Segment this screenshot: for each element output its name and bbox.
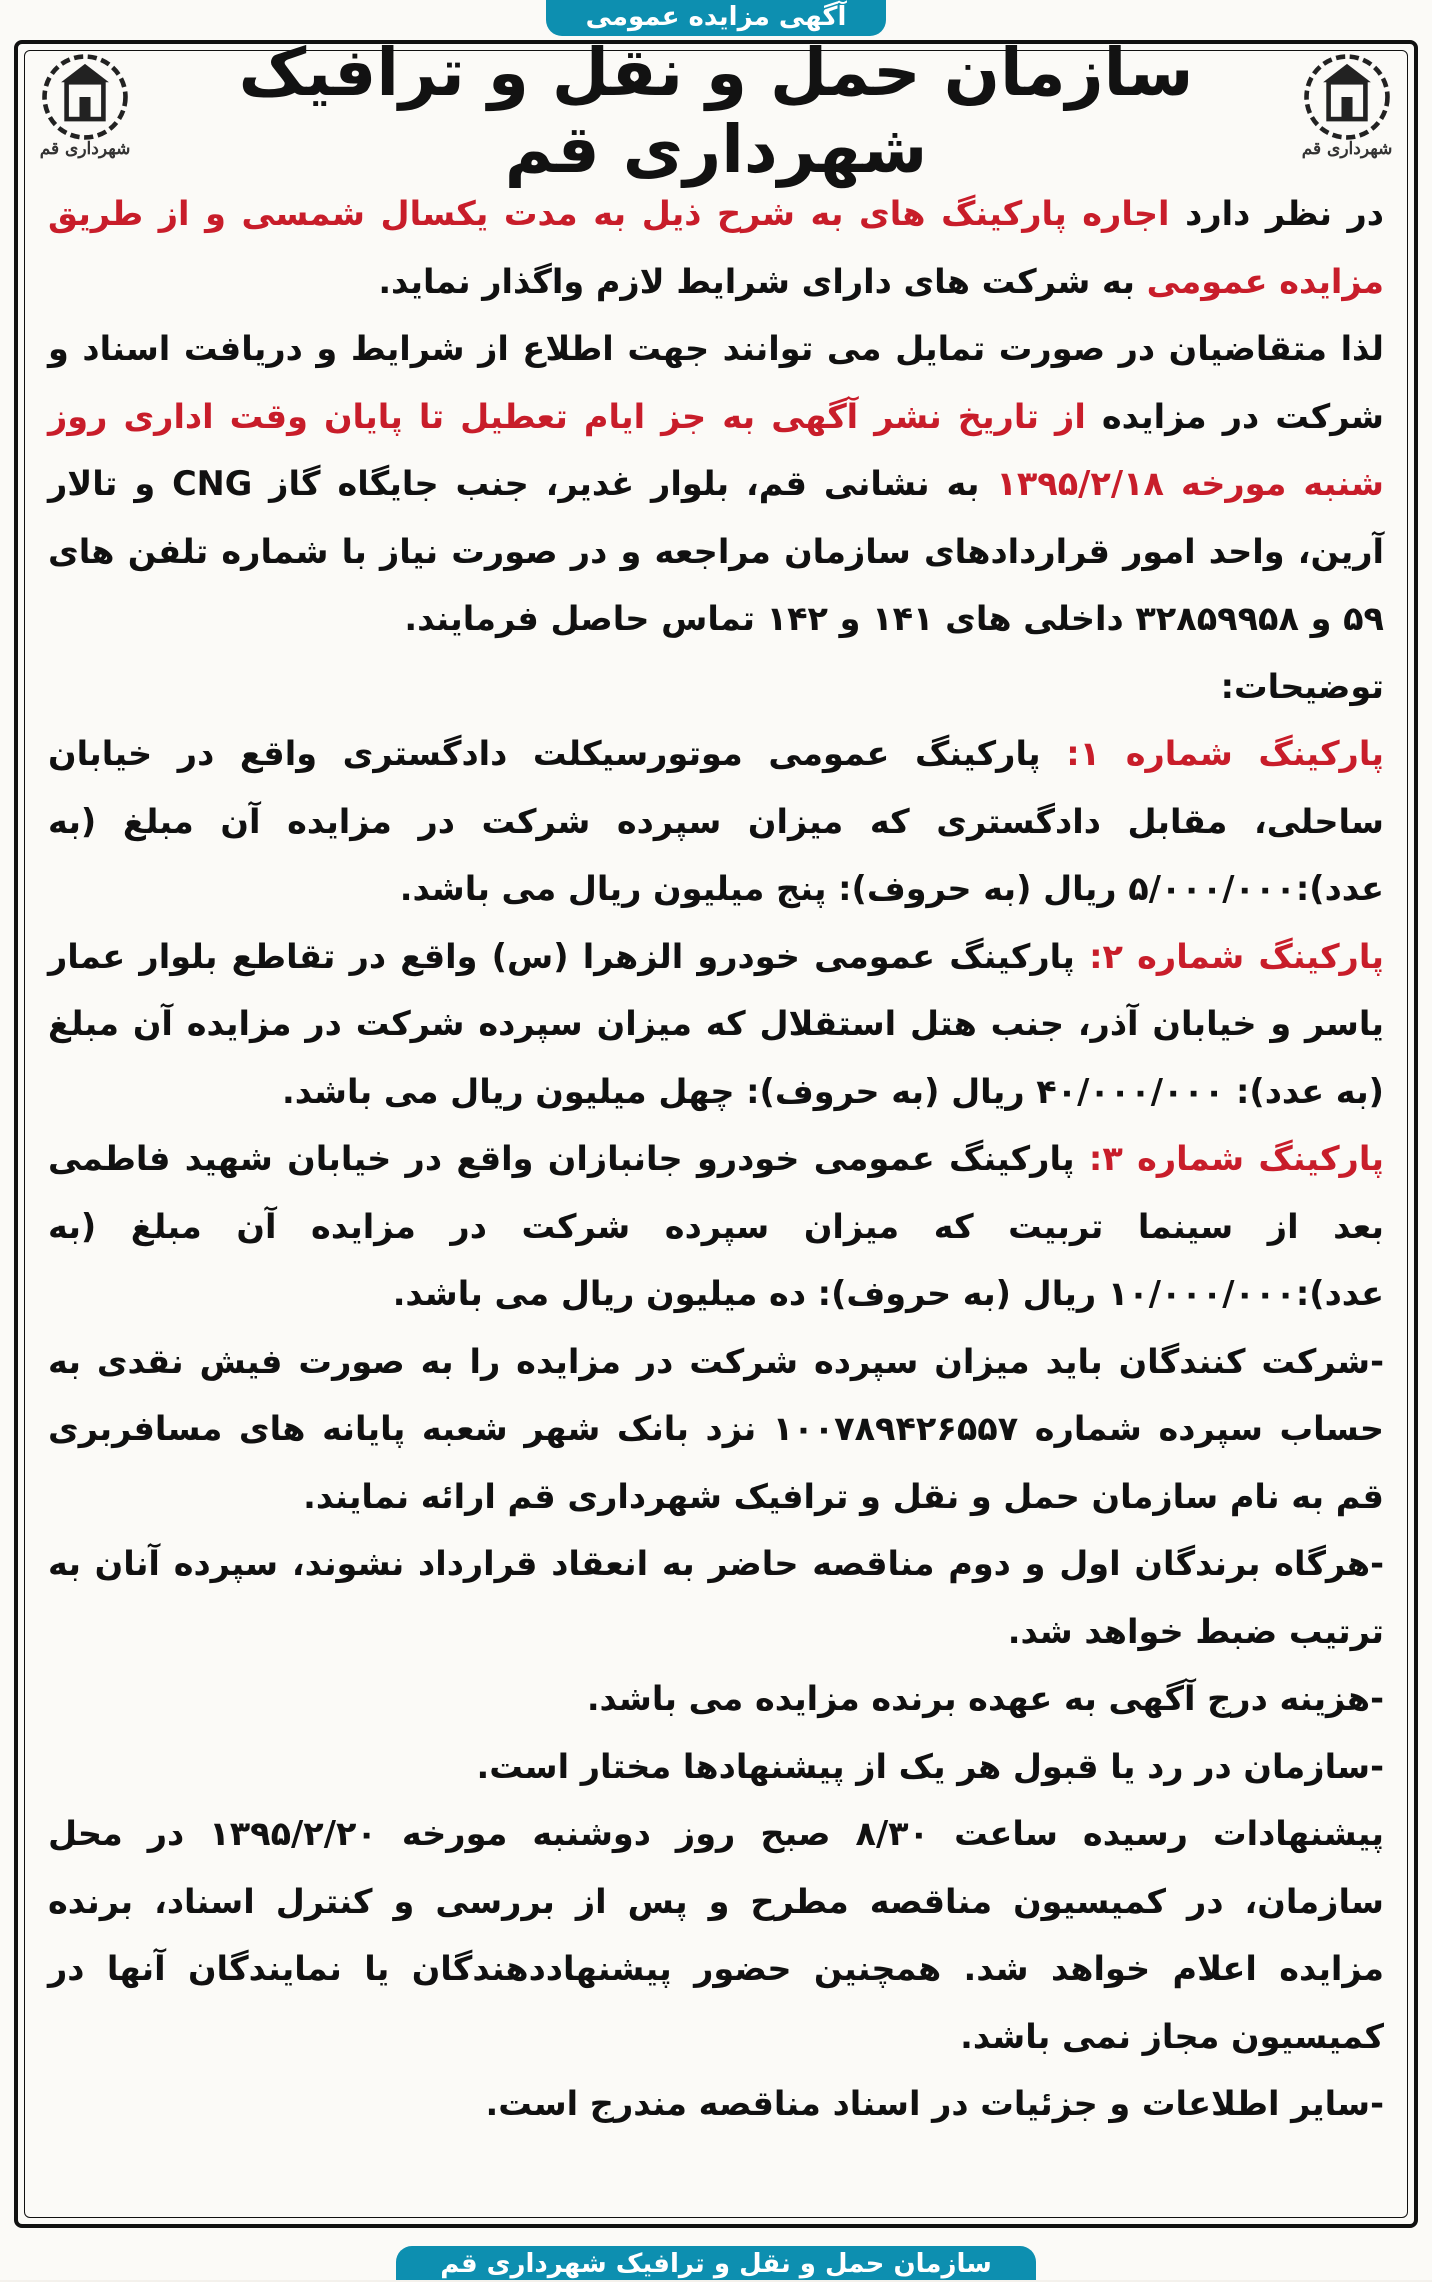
header [30, 34, 1402, 188]
parking-label: پارکینگ شماره ۲: [1089, 936, 1385, 976]
bottom-banner [0, 2230, 1432, 2280]
condition-item: -سازمان در رد یا قبول هر یک از پیشنهادها مختار است. [476, 1746, 1384, 1786]
intro-highlight: اجاره پارکینگ های به شرح ذیل به مدت یکسال شمسی و از طریق مزایده عمومی [48, 194, 1384, 301]
condition-item: -سایر اطلاعات و جزئیات در اسناد مناقصه مندرج است. [485, 2084, 1384, 2123]
notes-heading: توضیحات: [1220, 666, 1384, 706]
parking-description: پارکینگ عمومی موتورسیکلت دادگستری واقع در خیابان ساحلی، مقابل دادگستری که میزان سپرده شرکت در مزایده آن مبلغ (به عدد):۵/۰۰۰/۰۰۰ ریال (به حروف): پنج میلیون ریال می باشد. [48, 734, 1384, 908]
parking-description: پارکینگ عمومی خودرو جانبازان واقع در خیابان شهید فاطمی بعد از سینما تربیت که میزان سپرده شرکت در مزایده آن مبلغ (به عدد):۱۰/۰۰۰/۰۰۰ ریال (به حروف): ده میلیون ریال می باشد. [48, 1139, 1384, 1313]
parking-item [48, 1125, 1384, 1328]
bottom-banner-label: سازمان حمل و نقل و ترافیک شهرداری قم [396, 2246, 1036, 2280]
condition-item: -هرگاه برندگان اول و دوم مناقصه حاضر به انعقاد قرارداد نشوند، سپرده آنان به ترتیب ضبط خواهد شد. [48, 1544, 1384, 1651]
top-banner-label: آگهی مزایده عمومی [546, 0, 887, 36]
parking-description: پارکینگ عمومی خودرو الزهرا (س) واقع در تقاطع بلوار عمار یاسر و خیابان آذر، جنب هتل استقلال که میزان سپرده شرکت در مزایده آن مبلغ (به عدد): ۴۰/۰۰۰/۰۰۰ ریال (به حروف): چهل میلیون ریال می باشد. [48, 936, 1384, 1111]
intro-text: به نشانی قم، بلوار غدیر، جنب جایگاه گاز CNG و تالار آرین، واحد امور قراردادهای سازمان مراجعه و در صورت نیاز با شماره تلفن های ۵۹ و ۳۲۸۵۹۹۵۸ داخلی های ۱۴۱ و ۱۴۲ تماس حاصل فرمایند. [48, 464, 1384, 638]
logo-caption: شهرداری قم [1301, 139, 1393, 159]
parking-label: پارکینگ شماره ۱: [1066, 734, 1384, 773]
condition-item: -هزینه درج آگهی به عهده برنده مزایده می باشد. [586, 1679, 1384, 1718]
intro-text: لذا متقاضیان در صورت تمایل می توانند جهت اطلاع از شرایط و دریافت اسناد و شرکت در مزایده [48, 329, 1384, 436]
intro-paragraph-1 [48, 180, 1384, 315]
logo-caption: شهرداری قم [39, 139, 131, 159]
condition-item: پیشنهادات رسیده ساعت ۸/۳۰ صبح روز دوشنبه مورخه ۱۳۹۵/۲/۲۰ در محل سازمان، در کمیسیون مناقصه مطرح و پس از بررسی و کنترل اسناد، برنده مزایده اعلام خواهد شد. همچنین حضور پیشنهاددهندگان یا نمایندگان آنها در کمیسیون مجاز نمی باشد. [48, 1814, 1384, 2056]
municipality-emblem-icon [1301, 51, 1393, 143]
intro-paragraph-2 [48, 315, 1384, 653]
deadline-highlight: از تاریخ نشر آگهی به جز ایام تعطیل تا پایان وقت اداری روز شنبه مورخه ۱۳۹۵/۲/۱۸ [48, 396, 1384, 503]
intro-text: در نظر دارد [1169, 194, 1385, 233]
municipality-emblem-icon [39, 51, 131, 143]
intro-text: به شرکت های دارای شرایط لازم واگذار نماید. [378, 261, 1147, 301]
logo-right [1292, 51, 1402, 171]
parking-item [48, 923, 1384, 1126]
parking-item [48, 720, 1384, 923]
top-banner [0, 0, 1432, 38]
notice-body [48, 180, 1384, 2138]
parking-label: پارکینگ شماره ۳: [1088, 1139, 1384, 1178]
logo-left [30, 51, 140, 171]
organization-title: سازمان حمل و نقل و ترافیک شهرداری قم [238, 34, 1194, 188]
condition-item: -شرکت کنندگان باید میزان سپرده شرکت در مزایده را به صورت فیش نقدی به حساب سپرده شماره ۱۰۰۷۸۹۴۲۶۵۵۷ نزد بانک شهر شعبه پایانه های مسافربری قم به نام سازمان حمل و نقل و ترافیک شهرداری قم ارائه نمایند. [48, 1341, 1384, 1516]
